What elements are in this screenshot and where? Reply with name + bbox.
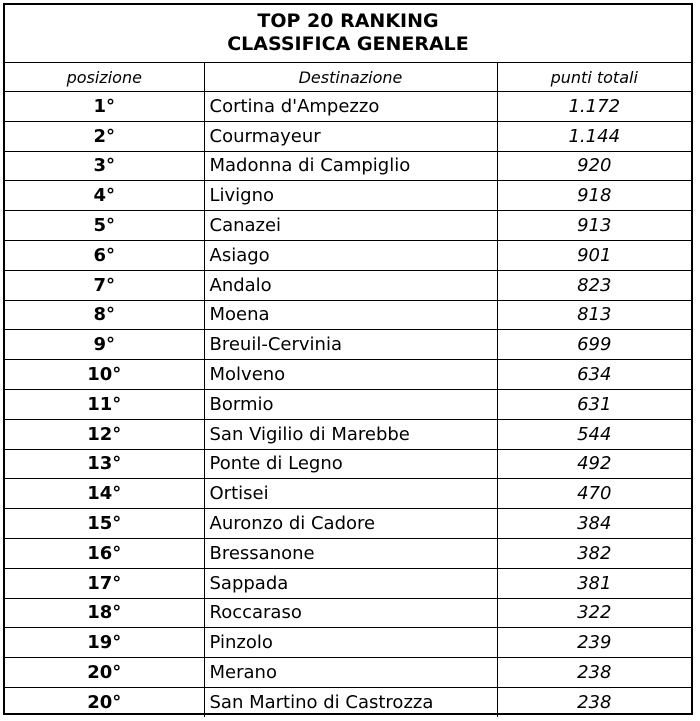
points-cell: 492 — [497, 449, 691, 479]
table-row — [5, 181, 691, 211]
points-cell: 823 — [497, 270, 691, 300]
table-row — [5, 449, 691, 479]
points-cell: 322 — [497, 598, 691, 628]
table-row — [5, 151, 691, 181]
table-row — [5, 509, 691, 539]
destination-cell: Bressanone — [204, 538, 497, 568]
points-cell: 1.172 — [497, 92, 691, 122]
rank-cell: 19° — [5, 628, 204, 658]
header-points: punti totali — [497, 63, 691, 92]
table-row — [5, 538, 691, 568]
destination-cell: Cortina d'Ampezzo — [204, 92, 497, 122]
table-row — [5, 92, 691, 122]
table-row — [5, 568, 691, 598]
points-cell: 634 — [497, 360, 691, 390]
header-position: posizione — [5, 63, 204, 92]
destination-cell: Madonna di Campiglio — [204, 151, 497, 181]
points-cell: 384 — [497, 509, 691, 539]
destination-cell: Molveno — [204, 360, 497, 390]
points-cell: 920 — [497, 151, 691, 181]
rank-cell: 11° — [5, 389, 204, 419]
points-cell: 631 — [497, 389, 691, 419]
ranking-table — [5, 63, 691, 717]
destination-cell: Breuil-Cervinia — [204, 330, 497, 360]
destination-cell: Livigno — [204, 181, 497, 211]
title-line-2: CLASSIFICA GENERALE — [227, 33, 469, 55]
destination-cell: Moena — [204, 300, 497, 330]
destination-cell: Canazei — [204, 211, 497, 241]
points-cell: 813 — [497, 300, 691, 330]
table-row — [5, 687, 691, 716]
table-row — [5, 240, 691, 270]
rank-cell: 8° — [5, 300, 204, 330]
points-cell: 238 — [497, 658, 691, 688]
rank-cell: 9° — [5, 330, 204, 360]
rank-cell: 2° — [5, 121, 204, 151]
destination-cell: Bormio — [204, 389, 497, 419]
table-row — [5, 270, 691, 300]
rank-cell: 20° — [87, 691, 122, 713]
table-row — [5, 121, 691, 151]
destination-cell: Auronzo di Cadore — [204, 509, 497, 539]
points-cell: 918 — [497, 181, 691, 211]
destination-cell: Ponte di Legno — [204, 449, 497, 479]
points-cell: 238 — [497, 687, 691, 716]
table-row — [5, 479, 691, 509]
title-line-1: TOP 20 RANKING — [257, 10, 439, 32]
points-cell: 699 — [497, 330, 691, 360]
destination-cell: Ortisei — [204, 479, 497, 509]
rank-cell: 10° — [5, 360, 204, 390]
rank-cell: 5° — [5, 211, 204, 241]
table-row — [5, 300, 691, 330]
destination-cell: Pinzolo — [204, 628, 497, 658]
rank-cell: 17° — [5, 568, 204, 598]
rank-cell: 13° — [5, 449, 204, 479]
rank-cell: 1° — [5, 92, 204, 122]
destination-cell: San Martino di Castrozza — [204, 687, 497, 716]
rank-cell: 3° — [5, 151, 204, 181]
rank-cell: 16° — [5, 538, 204, 568]
table-row — [5, 360, 691, 390]
table-row — [5, 211, 691, 241]
table-row — [5, 598, 691, 628]
destination-cell: Andalo — [204, 270, 497, 300]
table-row — [5, 419, 691, 449]
destination-cell: Roccaraso — [204, 598, 497, 628]
rank-cell: 15° — [5, 509, 204, 539]
destination-cell: San Vigilio di Marebbe — [204, 419, 497, 449]
rank-cell: 12° — [5, 419, 204, 449]
points-cell: 382 — [497, 538, 691, 568]
rank-cell: 18° — [5, 598, 204, 628]
points-cell: 1.144 — [497, 121, 691, 151]
rank-cell: 14° — [5, 479, 204, 509]
destination-cell: Sappada — [204, 568, 497, 598]
header-row — [5, 63, 691, 92]
points-cell: 239 — [497, 628, 691, 658]
destination-cell: Merano — [204, 658, 497, 688]
rank-cell: 6° — [5, 240, 204, 270]
points-cell: 913 — [497, 211, 691, 241]
rank-cell: 7° — [5, 270, 204, 300]
ranking-table-frame — [3, 3, 693, 715]
table-title — [5, 5, 691, 63]
rank-cell: 4° — [5, 181, 204, 211]
points-cell: 901 — [497, 240, 691, 270]
header-destination: Destinazione — [204, 63, 497, 92]
destination-cell: Asiago — [204, 240, 497, 270]
table-row — [5, 658, 691, 688]
table-row — [5, 330, 691, 360]
points-cell: 470 — [497, 479, 691, 509]
points-cell: 381 — [497, 568, 691, 598]
destination-cell: Courmayeur — [204, 121, 497, 151]
points-cell: 544 — [497, 419, 691, 449]
table-row — [5, 628, 691, 658]
table-row — [5, 389, 691, 419]
rank-cell: 20° — [5, 658, 204, 688]
